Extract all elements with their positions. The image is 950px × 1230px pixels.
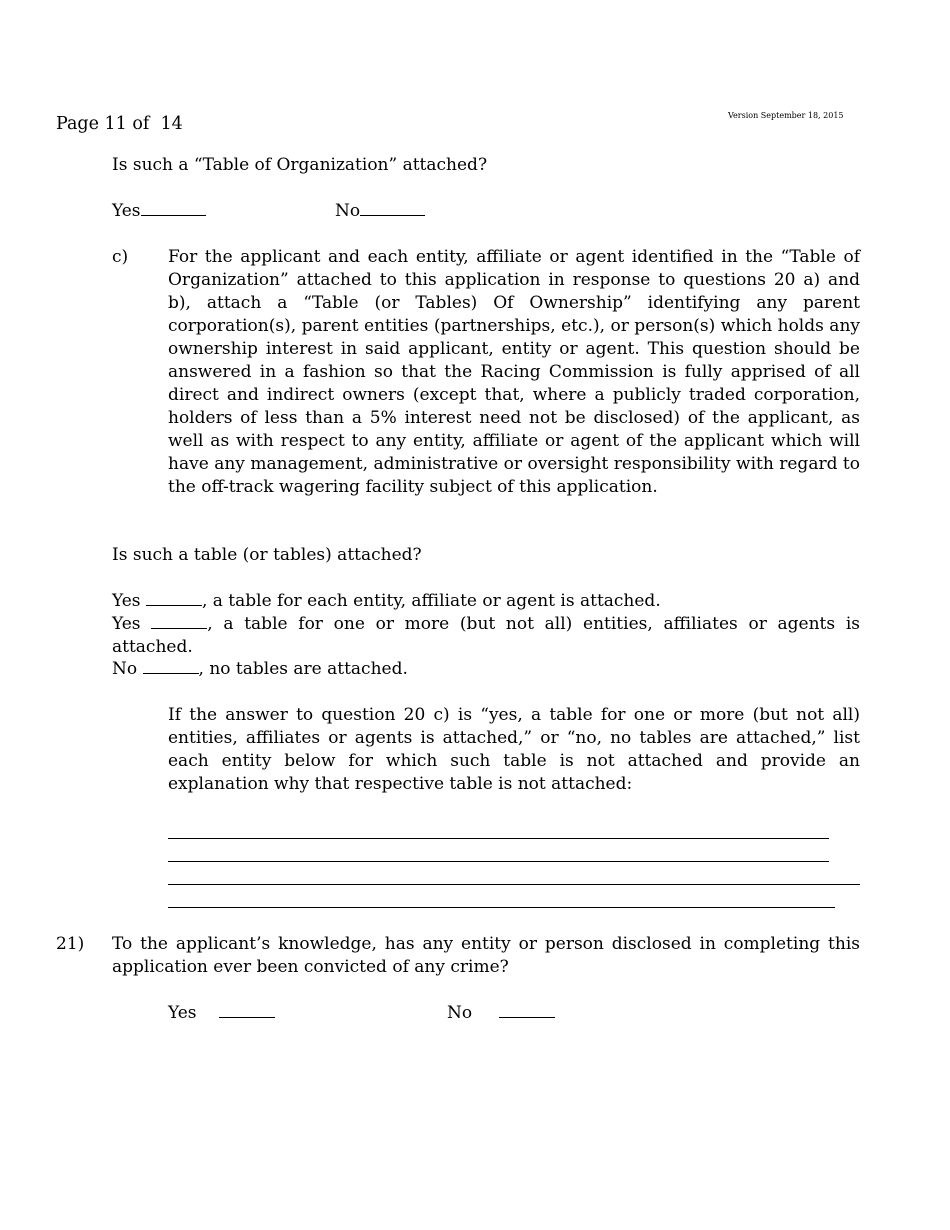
option-1-text: , a table for each entity, affiliate or agent is attached. [201, 591, 661, 611]
answer-line-3[interactable] [168, 884, 860, 885]
answer-line-1[interactable] [168, 838, 829, 839]
q21-yes-blank[interactable] [219, 1002, 275, 1018]
q20c-paragraph: For the applicant and each entity, affiliate or agent identified in the “Table of Organization” attached to this application in response to questions 20 a) and b), attach a “Table (or Tables) Of Ownership” identifying any parent corporation(s), parent entities (partnerships, etc.), or person(s) which holds any ownership interest in said applicant, entity or agent. This question should be answered in a fashion so that the Racing Commission is fully apprised of all direct and indirect owners (except that, where a publicly traded corporation, holders of less than a 5% interest need not be disclosed) of the applicant, as well as with respect to any entity, affiliate or agent of the applicant which will have any management, administrative or oversight responsibility with regard to the off-track wagering facility subject of this application. [168, 247, 860, 497]
option-2-blank[interactable] [151, 613, 207, 629]
option-3-label: No [112, 659, 138, 679]
q20b-yes-field [112, 200, 206, 223]
q21-question: To the applicant’s knowledge, has any entity or person disclosed in completing this application ever been convicted of any crime? [112, 934, 860, 977]
version-note: Version September 18, 2015 [728, 111, 844, 120]
option-1-label: Yes [112, 591, 141, 611]
q21-yes-field [168, 1002, 275, 1025]
q20c-option-3 [112, 658, 408, 681]
option-3-blank[interactable] [143, 658, 199, 674]
q20c-label: c) [112, 247, 129, 267]
option-1-blank[interactable] [146, 590, 202, 606]
q20b-yes-blank[interactable] [141, 200, 206, 216]
q21-no-field [447, 1002, 555, 1025]
q21-no-label: No [447, 1003, 473, 1023]
option-2-label: Yes [112, 614, 141, 634]
answer-line-4[interactable] [168, 907, 835, 908]
q20b-no-label: No [335, 201, 361, 221]
q21-number: 21) [56, 934, 85, 954]
q20c-followup: If the answer to question 20 c) is “yes, a table for one or more (but not all) entities, affiliates or agents is attached,” or “no, no tables are attached,” list each entity below for which such table is not attached and provide an explanation why that respective table is not attached: [168, 705, 860, 794]
q20b-yes-label: Yes [112, 201, 141, 221]
option-2-text: , a table for one or more (but not all) entities, affiliates or agents is attached. [112, 614, 860, 657]
answer-line-2[interactable] [168, 861, 829, 862]
q21-yes-label: Yes [168, 1003, 197, 1023]
q20b-no-blank[interactable] [360, 200, 425, 216]
q20b-question: Is such a “Table of Organization” attached? [112, 155, 488, 175]
option-3-text: , no tables are attached. [198, 659, 408, 679]
page-number: Page 11 of 14 [56, 114, 183, 134]
q20c-option-1 [112, 590, 661, 613]
q20c-option-2 [112, 613, 860, 659]
q20c-question: Is such a table (or tables) attached? [112, 545, 422, 565]
q21-no-blank[interactable] [499, 1002, 555, 1018]
q20b-no-field [335, 200, 425, 223]
